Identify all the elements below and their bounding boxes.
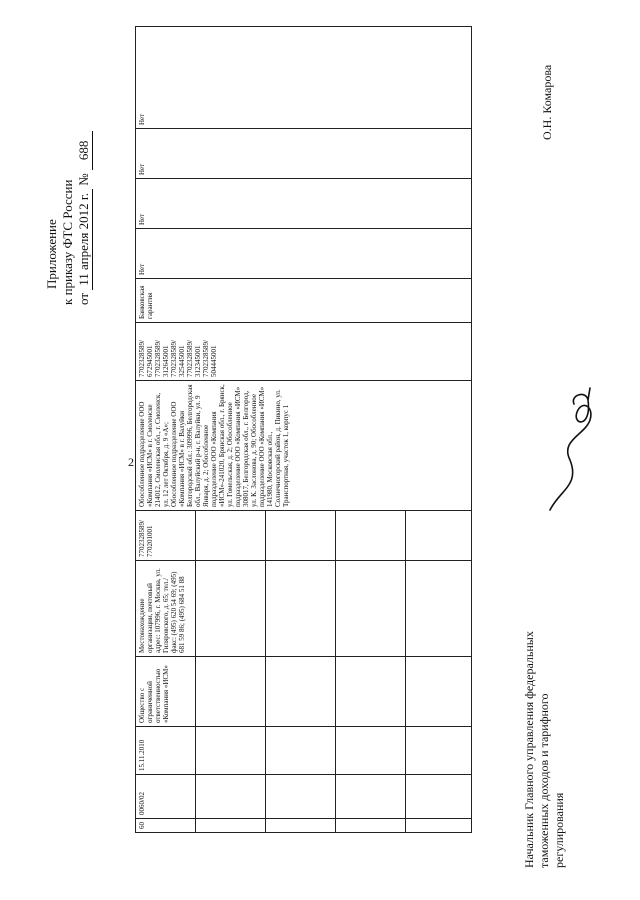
cell-kpp-list: 7702328589/ 672945001 7702328589/ 312645001 7702328589/ 325445001 7702328589/ 312345001 7702328589/ 504445001 xyxy=(136,323,472,381)
cell-subdivisions: Обособленное подразделение ООО «Компания «ИСМ» в г. Смоленске 214012, Смоленская обл., г. Смоленск, ул. 12 лет Октября, д. 9 «А»; Обособленное подразделение ООО «Компания «ИСМ» в г. Валуйки Белгородской обл.: 309996, Белгородская обл., Валуйский р-н, г. Валуйки, ул. 9 Января, д. 2; Обособленное подразделение ООО «Компания «ИСМ»-241020, Брянская обл., г. Брянск, ул. Гомельская, д. 2; Обособленное подразделение ООО «Компания «ИСМ» 308017, Белгородская обл., г. Белгород, ул. К. Заслонова, д. 90; Обособленное подразделение ООО «Компания «ИСМ» 141980, Московская обл., Солнечногорский район, д. Пикино, ул. Транспортная, участок 1, корпус 1 xyxy=(136,381,472,511)
document-header xyxy=(44,65,93,305)
header-line-1: Приложение xyxy=(44,219,59,289)
cell-date: 15.11.2010 xyxy=(136,727,196,775)
cell-inn-kpp: 7702328589/ 770201001 xyxy=(136,511,196,561)
cell-col-d: Нет xyxy=(136,27,472,129)
header-line-2: к приказу ФТС России xyxy=(60,179,75,305)
cell-guarantee: Банковская гарантия xyxy=(136,279,472,323)
cell-org-name: Общество с ограниченной ответственностью «Компания «ИСМ» xyxy=(136,657,196,727)
signer-name: О.Н. Комарова xyxy=(540,64,554,140)
number-label: № xyxy=(76,173,91,186)
cell-col-a: Нет xyxy=(136,229,472,279)
cell-reg-number: 0060/02 xyxy=(136,775,196,819)
cell-col-c: Нет xyxy=(136,129,472,179)
header-from-label: от xyxy=(76,292,91,305)
cell-col-b: Нет xyxy=(136,179,472,229)
signer-title: Начальник Главного управления федеральных таможенных доходов и тарифного регулирования xyxy=(522,631,566,868)
cell-index: 60 xyxy=(136,819,196,833)
cell-address: Местонахождение организации, почтовый адрес: 107996, г. Москва, ул. Гиляровского, д. 65; тел./факс: (495) 620 54 69; (495) 681 59 86; (495) 684 51 88 xyxy=(136,561,196,657)
order-date: 11 апреля 2012 г. xyxy=(76,189,93,290)
table-row xyxy=(136,27,196,833)
registry-table xyxy=(135,27,475,833)
order-number: 688 xyxy=(76,131,93,171)
handwritten-signature xyxy=(540,380,600,520)
header-line-3 xyxy=(76,65,93,305)
page-number: 2 xyxy=(128,455,134,469)
